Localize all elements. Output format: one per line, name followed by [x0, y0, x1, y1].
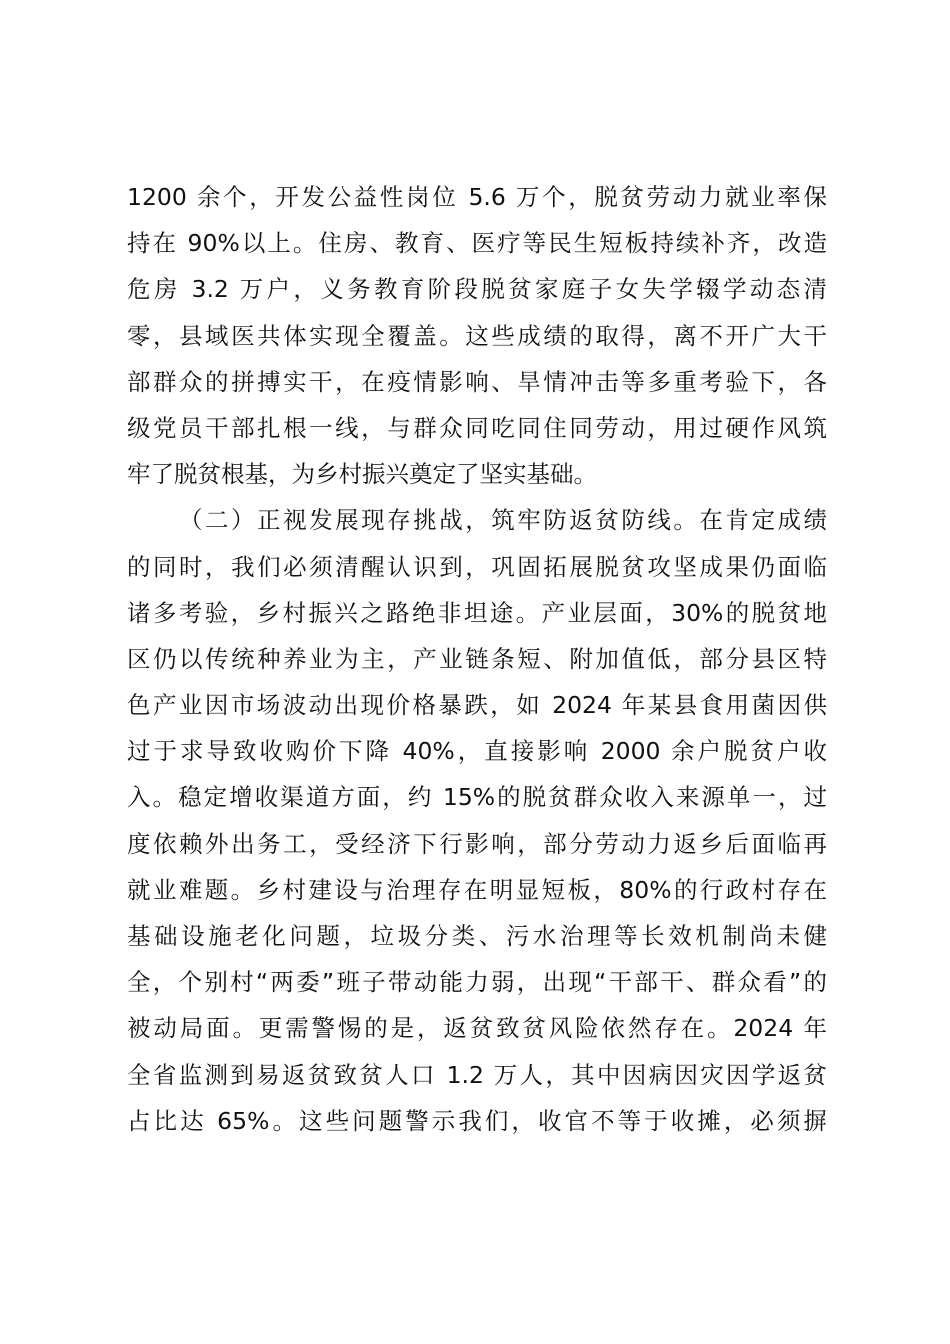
text-line: 部群众的拼搏实干，在疫情影响、旱情冲击等多重考验下，各	[127, 367, 827, 396]
text-line: 被动局面。更需警惕的是，返贫致贫风险依然存在。2024 年	[127, 1014, 827, 1043]
text-line: 度依赖外出务工，受经济下行影响，部分劳动力返乡后面临再	[127, 829, 827, 858]
text-line: 零，县域医共体实现全覆盖。这些成绩的取得，离不开广大干	[127, 321, 827, 350]
text-line: 区仍以传统种养业为主，产业链条短、附加值低，部分县区特	[127, 644, 827, 673]
text-line: 危房 3.2 万户，义务教育阶段脱贫家庭子女失学辍学动态清	[127, 275, 827, 304]
text-line: 持在 90%以上。住房、教育、医疗等民生短板持续补齐，改造	[127, 229, 827, 258]
paragraph-2	[127, 497, 827, 1144]
text-line: （二）正视发展现存挑战，筑牢防返贫防线。在肯定成绩	[179, 506, 827, 535]
text-line: 全，个别村“两委”班子带动能力弱，出现“干部干、群众看”的	[127, 968, 827, 997]
text-line: 色产业因市场波动出现价格暴跌，如 2024 年某县食用菌因供	[127, 691, 827, 720]
text-line: 入。稳定增收渠道方面，约 15%的脱贫群众收入来源单一，过	[127, 783, 827, 812]
document-body	[127, 174, 827, 1144]
text-line: 基础设施老化问题，垃圾分类、污水治理等长效机制尚未健	[127, 922, 827, 950]
paragraph-1	[127, 174, 827, 497]
text-line: 1200 余个，开发公益性岗位 5.6 万个，脱贫劳动力就业率保	[127, 183, 827, 211]
text-line: 过于求导致收购价下降 40%，直接影响 2000 余户脱贫户收	[127, 737, 827, 766]
text-line: 牢了脱贫根基，为乡村振兴奠定了坚实基础。	[127, 460, 597, 489]
text-line: 全省监测到易返贫致贫人口 1.2 万人，其中因病因灾因学返贫	[127, 1060, 827, 1089]
text-line: 就业难题。乡村建设与治理存在明显短板，80%的行政村存在	[127, 875, 827, 904]
text-line: 级党员干部扎根一线，与群众同吃同住同劳动，用过硬作风筑	[127, 413, 827, 442]
text-line: 诸多考验，乡村振兴之路绝非坦途。产业层面，30%的脱贫地	[127, 598, 827, 627]
text-line: 占比达 65%。这些问题警示我们，收官不等于收摊，必须摒	[127, 1106, 827, 1135]
text-line: 的同时，我们必须清醒认识到，巩固拓展脱贫攻坚成果仍面临	[127, 552, 827, 581]
